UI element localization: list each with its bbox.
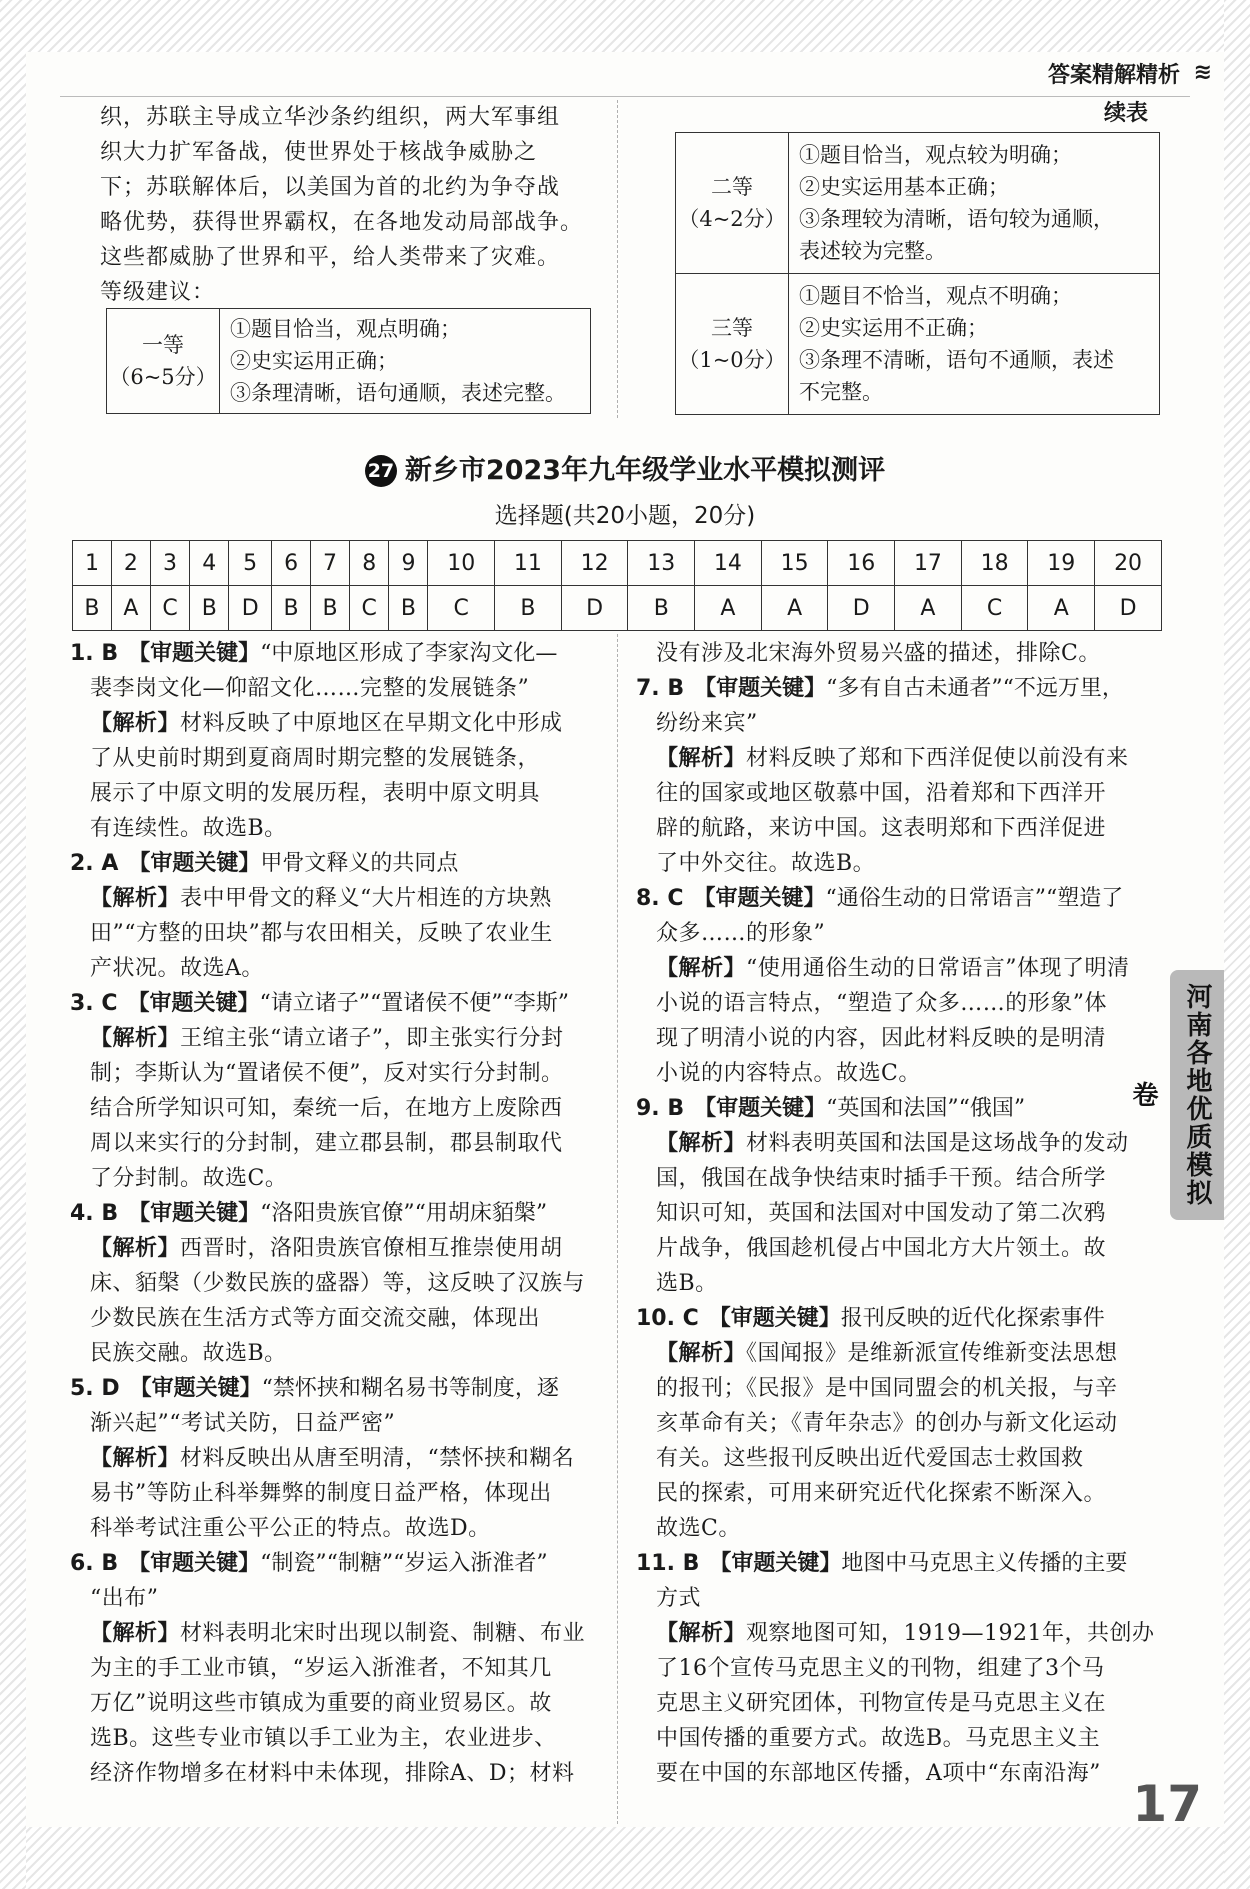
key-text-line: 纷纷来宾” — [656, 711, 758, 736]
analysis-line: 片战争，俄国趁机侵占中国北方大片领土。故 — [656, 1236, 1107, 1261]
grade-suggestion-label: 等级建议： — [100, 280, 216, 305]
question-head — [636, 1301, 1171, 1336]
answer-number-cell: 8 — [349, 541, 389, 586]
analysis-line: 中国传播的重要方式。故选B。马克思主义主 — [656, 1726, 1101, 1751]
section-title-text: 新乡市2023年九年级学业水平模拟测评 — [404, 455, 886, 486]
key-text-line: 渐兴起”“考试关防，日益严密” — [90, 1411, 396, 1436]
answer-key-cell: D — [229, 586, 272, 631]
answer-number-row — [73, 541, 1162, 586]
question-explanation — [636, 881, 1171, 1091]
analysis-line: 万亿”说明这些市镇成为重要的商业贸易区。故 — [90, 1691, 552, 1716]
question-explanation — [70, 846, 605, 986]
criteria-line: ②史实运用正确； — [230, 349, 398, 373]
left-explanations — [70, 636, 605, 1791]
analysis-line — [70, 881, 605, 916]
analysis-label: 【解析】 — [90, 886, 181, 911]
text-line: 织大力扩军备战，使世界处于核战争威胁之 — [100, 140, 538, 165]
analysis-text: “使用通俗生动的日常语言”体现了明清 — [746, 956, 1130, 981]
key-text: “洛阳贵族官僚”“用胡床貊槃” — [260, 1201, 548, 1226]
question-number: 9. B — [636, 1096, 685, 1121]
question-number: 11. B — [636, 1551, 700, 1576]
key-label: 【审题关键】 — [694, 1096, 827, 1121]
answer-number-cell: 18 — [961, 541, 1028, 586]
answer-key-cell: A — [111, 586, 150, 631]
answer-number-cell: 11 — [495, 541, 562, 586]
analysis-line: 小说的内容特点。故选C。 — [656, 1061, 921, 1086]
analysis-label: 【解析】 — [656, 1341, 747, 1366]
analysis-line: 有关。这些报刊反映出近代爱国志士救国救 — [656, 1446, 1084, 1471]
answer-number-cell: 13 — [628, 541, 695, 586]
answer-key-cell: A — [695, 586, 762, 631]
answer-key-cell: B — [311, 586, 350, 631]
continued-label: 续表 — [1104, 101, 1149, 126]
answer-number-cell: 19 — [1028, 541, 1095, 586]
grade-level-range: （1~0分） — [678, 348, 786, 372]
key-text: “制瓷”“制糖”“岁运入浙淮者” — [260, 1551, 548, 1576]
question-head — [70, 1371, 605, 1406]
page-number: 17 — [1132, 1775, 1202, 1833]
header-rule — [60, 96, 1190, 97]
key-text-line: 众多……的形象” — [656, 921, 826, 946]
analysis-line: 有连续性。故选B。 — [90, 816, 287, 841]
grade-criteria — [220, 309, 591, 414]
key-text: 报刊反映的近代化探索事件 — [840, 1306, 1105, 1331]
left-hatch-border — [0, 0, 26, 1889]
analysis-line — [70, 1616, 605, 1651]
grade-level — [676, 274, 789, 415]
question-number: 8. C — [636, 886, 684, 911]
analysis-line: 少数民族在生活方式等方面交流交融，体现出 — [90, 1306, 541, 1331]
analysis-line: 国，俄国在战争快结束时插手干预。结合所学 — [656, 1166, 1107, 1191]
analysis-line: 民族交融。故选B。 — [90, 1341, 287, 1366]
key-text-line: 裴李岗文化—仰韶文化……完整的发展链条” — [90, 676, 530, 701]
question-head — [70, 636, 605, 671]
answer-key-cell: D — [561, 586, 628, 631]
grade-level-range: （4~2分） — [678, 207, 786, 231]
grade-level-name: 三等 — [711, 316, 753, 340]
answer-number-cell: 14 — [695, 541, 762, 586]
answer-key-cell: B — [628, 586, 695, 631]
answer-number-cell: 9 — [389, 541, 428, 586]
question-head — [70, 846, 605, 881]
analysis-text: 材料表明北宋时出现以制瓷、制糖、布业 — [180, 1621, 586, 1646]
answer-number-cell: 2 — [111, 541, 150, 586]
analysis-line: 经济作物增多在材料中未体现，排除A、D；材料 — [90, 1761, 575, 1786]
grade-criteria — [789, 274, 1160, 415]
key-label: 【审题关键】 — [694, 676, 827, 701]
analysis-label: 【解析】 — [656, 746, 747, 771]
grade-table-left — [106, 308, 591, 414]
answer-number-cell: 12 — [561, 541, 628, 586]
question-head — [70, 1196, 605, 1231]
key-label: 【审题关键】 — [708, 1306, 841, 1331]
analysis-line: 现了明清小说的内容，因此材料反映的是明清 — [656, 1026, 1107, 1051]
question-number: 7. B — [636, 676, 685, 701]
answer-number-cell: 4 — [190, 541, 229, 586]
analysis-label: 【解析】 — [90, 711, 181, 736]
analysis-text: 材料表明英国和法国是这场战争的发动 — [746, 1131, 1129, 1156]
analysis-label: 【解析】 — [90, 1621, 181, 1646]
top-left-text — [100, 100, 600, 310]
analysis-line: 故选C。 — [656, 1516, 741, 1541]
column-divider-top — [617, 100, 618, 418]
key-label: 【审题关键】 — [128, 1201, 261, 1226]
analysis-line: 产状况。故选A。 — [90, 956, 264, 981]
question-explanation — [70, 986, 605, 1196]
analysis-line — [70, 1441, 605, 1476]
answer-key-cell: A — [895, 586, 962, 631]
analysis-text: 王绾主张“请立诸子”，即主张实行分封 — [180, 1026, 564, 1051]
question-number: 3. C — [70, 991, 118, 1016]
analysis-line: 了从史前时期到夏商周时期完整的发展链条， — [90, 746, 541, 771]
grade-row — [676, 133, 1160, 274]
right-hatch-border — [1224, 0, 1250, 1889]
answer-number-cell: 5 — [229, 541, 272, 586]
analysis-line: 亥革命有关；《青年杂志》的创办与新文化运动 — [656, 1411, 1118, 1436]
answer-number-cell: 20 — [1095, 541, 1162, 586]
question-head — [636, 1091, 1171, 1126]
analysis-line — [636, 1616, 1171, 1651]
analysis-label: 【解析】 — [90, 1446, 181, 1471]
text-line: 织，苏联主导成立华沙条约组织，两大军事组 — [100, 105, 561, 130]
key-text: 甲骨文释义的共同点 — [260, 851, 459, 876]
criteria-line: ③条理不清晰，语句不通顺，表述 — [799, 348, 1114, 372]
grade-criteria — [789, 133, 1160, 274]
analysis-label: 【解析】 — [90, 1236, 181, 1261]
analysis-line: 知识可知，英国和法国对中国发动了第二次鸦 — [656, 1201, 1107, 1226]
grade-level-range: （6~5分） — [109, 365, 217, 389]
grade-row — [107, 309, 591, 414]
analysis-label: 【解析】 — [656, 1131, 747, 1156]
question-explanation — [70, 636, 605, 846]
key-label: 【审题关键】 — [709, 1551, 842, 1576]
question-explanation — [70, 1196, 605, 1371]
analysis-line: 选B。 — [656, 1271, 718, 1296]
question-number: 4. B — [70, 1201, 119, 1226]
analysis-text: 表中甲骨文的释义“大片相连的方块熟 — [180, 886, 552, 911]
analysis-line: 了中外交往。故选B。 — [656, 851, 876, 876]
question-number: 2. A — [70, 851, 119, 876]
key-label: 【审题关键】 — [127, 991, 260, 1016]
key-text-line: 没有涉及北宋海外贸易兴盛的描述，排除C。 — [656, 641, 1101, 666]
question-number: 6. B — [70, 1551, 119, 1576]
answer-number-cell: 17 — [895, 541, 962, 586]
answer-number-cell: 16 — [828, 541, 895, 586]
analysis-line — [636, 1336, 1171, 1371]
criteria-line: ③条理清晰，语句通顺，表述完整。 — [230, 381, 566, 405]
question-head — [636, 1546, 1171, 1581]
analysis-line: 科举考试注重公平公正的特点。故选D。 — [90, 1516, 491, 1541]
criteria-line: ③条理较为清晰，语句较为通顺， — [799, 207, 1114, 231]
question-number: 10. C — [636, 1306, 699, 1331]
question-explanation — [70, 1371, 605, 1546]
right-explanations — [636, 636, 1171, 1791]
analysis-label: 【解析】 — [656, 1621, 747, 1646]
answer-key-cell: A — [1028, 586, 1095, 631]
question-explanation — [70, 1546, 605, 1791]
key-text: “通俗生动的日常语言”“塑造了 — [825, 886, 1124, 911]
answer-number-cell: 10 — [428, 541, 495, 586]
analysis-line: 床、貊槃（少数民族的盛器）等，这反映了汉族与 — [90, 1271, 586, 1296]
analysis-line: 小说的语言特点，“塑造了众多……的形象”体 — [656, 991, 1107, 1016]
analysis-line — [636, 741, 1171, 776]
answer-key-cell: C — [428, 586, 495, 631]
analysis-text: 观察地图可知，1919—1921年，共创办 — [746, 1621, 1155, 1646]
grade-level-name: 二等 — [711, 175, 753, 199]
key-label: 【审题关键】 — [693, 886, 826, 911]
answer-key-cell: B — [73, 586, 112, 631]
key-text: “禁怀挟和糊名易书等制度，逐 — [261, 1376, 559, 1401]
analysis-line — [636, 1126, 1171, 1161]
criteria-line: ①题目恰当，观点明确； — [230, 317, 461, 341]
text-line: 下；苏联解体后，以美国为首的北约为争夺战 — [100, 175, 561, 200]
key-label: 【审题关键】 — [129, 1376, 262, 1401]
analysis-text: 西晋时，洛阳贵族官僚相互推崇使用胡 — [180, 1236, 563, 1261]
grade-level — [107, 309, 220, 414]
criteria-line: ①题目不恰当，观点不明确； — [799, 284, 1072, 308]
analysis-line: 为主的手工业市镇，“岁运入浙淮者，不知其几 — [90, 1656, 552, 1681]
key-label: 【审题关键】 — [128, 641, 261, 666]
question-explanation — [636, 636, 1171, 671]
answer-key-cell: A — [761, 586, 828, 631]
answer-key-cell: B — [272, 586, 311, 631]
analysis-line: 的报刊；《民报》是中国同盟会的机关报，与辛 — [656, 1376, 1118, 1401]
section-subtitle: 选择题(共20小题，20分) — [494, 503, 756, 529]
analysis-line: 了16个宣传马克思主义的刊物，组建了3个马 — [656, 1656, 1105, 1681]
answer-key-cell: C — [150, 586, 190, 631]
answer-key-table — [72, 540, 1162, 631]
question-explanation — [636, 1091, 1171, 1301]
grade-row — [676, 274, 1160, 415]
answer-number-cell: 1 — [73, 541, 112, 586]
bottom-hatch-border — [0, 1827, 1250, 1889]
analysis-line — [70, 1021, 605, 1056]
analysis-line: 克思主义研究团体，刊物宣传是马克思主义在 — [656, 1691, 1107, 1716]
question-head — [636, 671, 1171, 706]
analysis-line — [636, 951, 1171, 986]
question-explanation — [636, 1546, 1171, 1791]
answer-number-cell: 6 — [272, 541, 311, 586]
criteria-line: 不完整。 — [799, 380, 883, 404]
analysis-line — [70, 1231, 605, 1266]
analysis-label: 【解析】 — [90, 1026, 181, 1051]
analysis-text: 材料反映了郑和下西洋促使以前没有来 — [746, 746, 1129, 771]
analysis-line: 选B。这些专业市镇以手工业为主，农业进步、 — [90, 1726, 557, 1751]
analysis-text: 材料反映出从唐至明清，“禁怀挟和糊名 — [180, 1446, 575, 1471]
question-number: 1. B — [70, 641, 119, 666]
analysis-line — [70, 706, 605, 741]
analysis-line: 易书”等防止科举舞弊的制度日益严格，体现出 — [90, 1481, 552, 1506]
header-brand: 答案精解精析 — [1047, 63, 1180, 88]
question-head — [70, 1546, 605, 1581]
criteria-line: ②史实运用不正确； — [799, 316, 988, 340]
answer-key-cell: D — [828, 586, 895, 631]
analysis-line: 了分封制。故选C。 — [90, 1166, 288, 1191]
analysis-text: 《国闻报》是维新派宣传维新变法思想 — [746, 1341, 1118, 1366]
grade-table-right — [675, 132, 1160, 415]
analysis-line: 要在中国的东部地区传播，A项中“东南沿海” — [656, 1761, 1101, 1786]
answer-number-cell: 3 — [150, 541, 190, 586]
analysis-line: 辟的航路，来访中国。这表明郑和下西洋促进 — [656, 816, 1107, 841]
key-text: “请立诸子”“置诸侯不便”“李斯” — [259, 991, 569, 1016]
analysis-line: 展示了中原文明的发展历程，表明中原文明具 — [90, 781, 541, 806]
column-divider-bottom — [617, 634, 618, 1824]
answer-key-row — [73, 586, 1162, 631]
key-text: “多有自古未通者”“不远万里， — [826, 676, 1124, 701]
analysis-line: 田”“方整的田块”都与农田相关，反映了农业生 — [90, 921, 553, 946]
analysis-label: 【解析】 — [656, 956, 747, 981]
answer-key-cell: D — [1095, 586, 1162, 631]
question-explanation — [636, 1301, 1171, 1546]
analysis-line: 结合所学知识可知，秦统一后，在地方上废除西 — [90, 1096, 563, 1121]
text-line: 略优势，获得世界霸权，在各地发动局部战争。 — [100, 210, 584, 235]
criteria-line: ②史实运用基本正确； — [799, 175, 1009, 199]
top-hatch-border — [0, 0, 1250, 52]
analysis-text: 材料反映了中原地区在早期文化中形成 — [180, 711, 563, 736]
question-number: 5. D — [70, 1376, 120, 1401]
answer-key-cell: C — [349, 586, 389, 631]
key-text: “英国和法国”“俄国” — [826, 1096, 1026, 1121]
grade-level-name: 一等 — [142, 333, 184, 357]
grade-level — [676, 133, 789, 274]
criteria-line: ①题目恰当，观点较为明确； — [799, 143, 1072, 167]
key-text-line: “出布” — [90, 1586, 159, 1611]
answer-number-cell: 7 — [311, 541, 350, 586]
section-title — [0, 448, 1250, 487]
question-explanation — [636, 671, 1171, 881]
section-number-badge: 27 — [365, 455, 397, 487]
brand-wave-icon: ≋ — [1193, 60, 1212, 85]
side-category-tab: 河南各地优质模拟卷 — [1170, 970, 1224, 1220]
key-label: 【审题关键】 — [128, 851, 261, 876]
answer-key-cell: C — [961, 586, 1028, 631]
answer-number-cell: 15 — [761, 541, 828, 586]
key-text: “中原地区形成了李家沟文化— — [260, 641, 558, 666]
answer-key-cell: B — [495, 586, 562, 631]
analysis-line: 周以来实行的分封制，建立郡县制，郡县制取代 — [90, 1131, 563, 1156]
key-text-line: 方式 — [656, 1586, 702, 1611]
analysis-line: 制；李斯认为“置诸侯不便”，反对实行分封制。 — [90, 1061, 564, 1086]
criteria-line: 表述较为完整。 — [799, 239, 946, 263]
analysis-line: 往的国家或地区敬慕中国，沿着郑和下西洋开 — [656, 781, 1107, 806]
analysis-line: 民的探索，可用来研究近代化探索不断深入。 — [656, 1481, 1107, 1506]
question-head — [636, 881, 1171, 916]
question-head — [70, 986, 605, 1021]
key-text: 地图中马克思主义传播的主要 — [841, 1551, 1128, 1576]
text-line: 这些都威胁了世界和平，给人类带来了灾难。 — [100, 245, 561, 270]
answer-key-cell: B — [389, 586, 428, 631]
answer-key-cell: B — [190, 586, 229, 631]
key-label: 【审题关键】 — [128, 1551, 261, 1576]
